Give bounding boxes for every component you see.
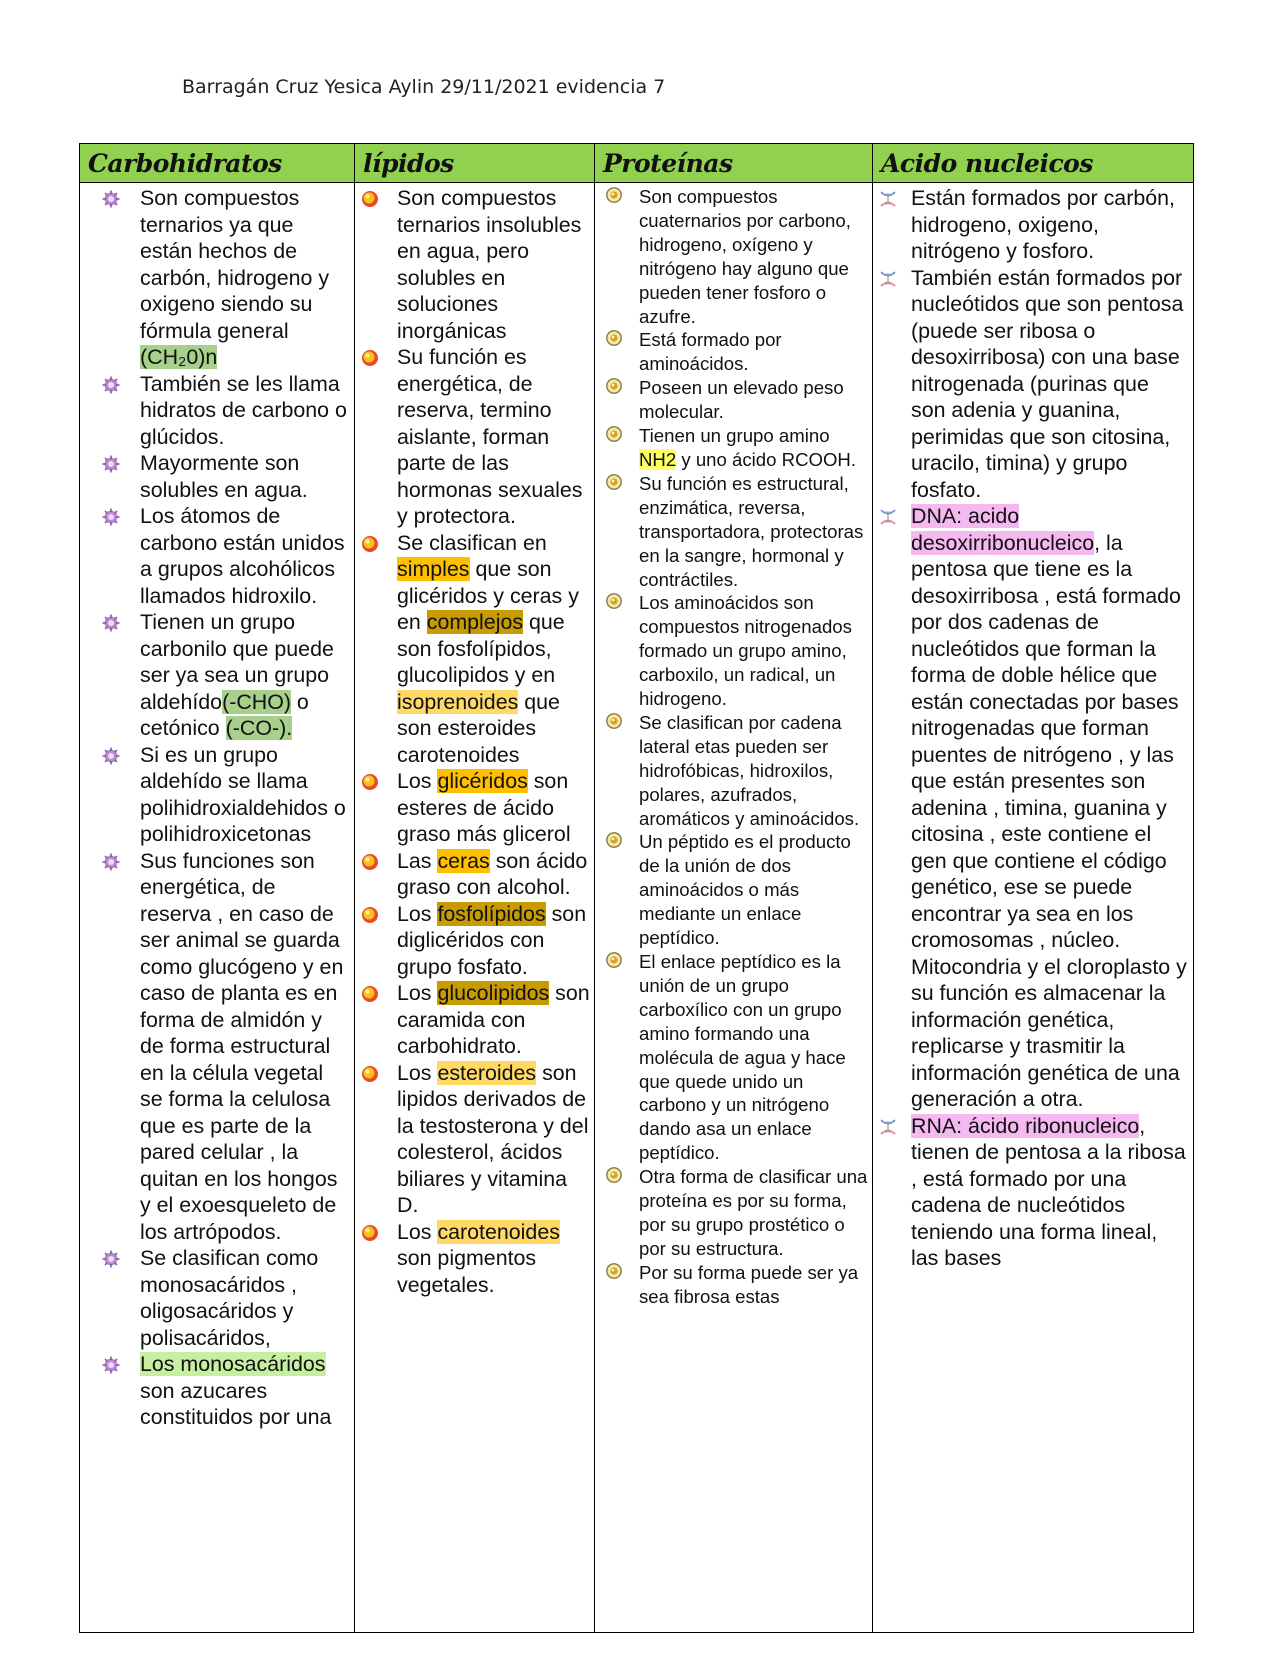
item-text: Se clasifican en: [397, 530, 547, 555]
item-text: Las: [397, 848, 438, 873]
highlighted-term: (-CHO): [222, 689, 291, 714]
list-item: [355, 768, 594, 848]
list-item: [873, 503, 1193, 1113]
item-text: Poseen un elevado peso molecular.: [639, 377, 844, 423]
item-text: Los: [397, 981, 438, 1005]
highlighted-term: glucolipidos: [437, 981, 550, 1005]
gold-ring-icon: [605, 186, 623, 204]
highlighted-term: carotenoides: [437, 1219, 560, 1244]
list-item: [355, 1219, 594, 1299]
item-text: que son esteroides carotenoides: [397, 689, 560, 767]
proteinas-list: [595, 185, 872, 1309]
gold-ring-icon: [605, 1166, 623, 1184]
item-text: Los aminoácidos son compuestos nitrogenados formado un grupo amino, carboxilo, un radical, un hidrogeno.: [639, 592, 852, 710]
item-text: son azucares constituidos por una: [140, 1378, 332, 1429]
lipidos-list: [355, 185, 594, 1298]
gold-ring-icon: [605, 329, 623, 347]
gold-ring-icon: [605, 377, 623, 395]
list-item: [355, 848, 594, 901]
highlighted-term: (-CO-).: [225, 716, 293, 740]
highlighted-term: fosfolípidos: [437, 901, 546, 926]
item-text: Los: [397, 1060, 438, 1085]
dna-helix-icon: [879, 1116, 897, 1134]
item-text: Son compuestos cuaternarios por carbono, hidrogeno, oxígeno y nitrógeno hay alguno que pueden tener fosforo o azufre.: [639, 186, 851, 327]
list-item: [80, 503, 354, 609]
list-item: [595, 950, 872, 1165]
item-text: También están formados por nucleótidos que son pentosa (puede ser ribosa o desoxirribosa) con una base nitrogenada (purinas que son adenia y guanina, perimidas que son citosina, uracilo, timina) y grupo fosfato.: [911, 265, 1184, 502]
acido-nucleicos-list: [873, 185, 1193, 1272]
list-item: [80, 1351, 354, 1431]
list-item: [355, 530, 594, 769]
list-item: [595, 1165, 872, 1261]
column-cell-acido-nucleicos: [873, 183, 1194, 1633]
item-text: Su función es energética, de reserva, termino aislante, forman parte de las hormonas sexuales y protectora.: [397, 345, 583, 528]
list-item: [595, 472, 872, 592]
item-text: Los: [397, 769, 438, 793]
column-cell-lipidos: [355, 183, 595, 1633]
item-text: El enlace peptídico es la unión de un grupo carboxílico con un grupo amino formando una molécula de agua y hace que quede unido un carbono y un nitrógeno dando asa un enlace peptídico.: [639, 951, 846, 1164]
item-text: son esteres de ácido graso más glicerol: [397, 769, 571, 846]
list-item: [595, 1261, 872, 1309]
item-text: Son compuestos ternarios insolubles en agua, pero solubles en soluciones inorgánicas: [397, 186, 582, 343]
highlighted-term: DNA: acido desoxirribonucleico: [911, 504, 1095, 555]
highlighted-term: isoprenoides: [397, 689, 519, 714]
highlighted-term: glicéridos: [437, 769, 528, 793]
item-text: son pigmentos vegetales.: [397, 1246, 537, 1297]
item-text: Un péptido es el producto de la unión de dos aminoácidos o más mediante un enlace peptídico.: [639, 831, 851, 949]
sun-ball-icon: [361, 533, 379, 551]
sun-ball-icon: [361, 1222, 379, 1240]
list-item: [595, 711, 872, 831]
highlighted-term: complejos: [426, 610, 524, 634]
list-item: [80, 185, 354, 371]
list-item: [595, 328, 872, 376]
item-text: Sus funciones son energética, de reserva , en caso de ser animal se guarda como glucógeno y en caso de planta es en forma de almidón y de forma estructural en la célula vegetal se forma la celulosa que es parte de la pared celular , la quitan en los hongos y el exoesqueleto de los artrópodos.: [140, 848, 344, 1244]
list-item: [595, 830, 872, 950]
list-item: [355, 185, 594, 344]
list-item: [595, 424, 872, 472]
carbohidratos-list: [80, 185, 354, 1431]
item-text: Tienen un grupo carbonilo que puede ser ya sea un grupo aldehído: [140, 610, 334, 714]
list-item: [595, 591, 872, 711]
highlighted-term: NH2: [639, 448, 677, 470]
list-item: [595, 376, 872, 424]
document-header: Barragán Cruz Yesica Aylin 29/11/2021 evidencia 7: [182, 76, 666, 98]
item-text: Se clasifican como monosacáridos , oligosacáridos y polisacáridos,: [140, 1246, 319, 1350]
list-item: [873, 185, 1193, 265]
sparkle-ball-icon: [102, 1354, 120, 1372]
item-text: Está formado por aminoácidos.: [639, 329, 782, 375]
item-text: También se les llama hidratos de carbono o glúcidos.: [140, 371, 347, 449]
item-text: son diglicéridos con grupo fosfato.: [397, 901, 587, 979]
sun-ball-icon: [361, 347, 379, 365]
dna-helix-icon: [879, 188, 897, 206]
sun-ball-icon: [361, 188, 379, 206]
list-item: [80, 1245, 354, 1351]
column-cell-proteinas: [595, 183, 873, 1633]
item-text: son caramida con carbohidrato.: [397, 981, 590, 1058]
gold-ring-icon: [605, 712, 623, 730]
gold-ring-icon: [605, 425, 623, 443]
item-text: Los átomos de carbono están unidos a grupos alcohólicos llamados hidroxilo.: [140, 504, 345, 608]
item-text: Son compuestos ternarios ya que están hechos de carbón, hidrogeno y oxigeno siendo su fórmula general: [140, 186, 330, 343]
sparkle-ball-icon: [102, 1248, 120, 1266]
item-text: , tienen de pentosa a la ribosa , está formado por una cadena de nucleótidos teniendo una forma lineal, las bases: [911, 1113, 1186, 1270]
highlighted-term: RNA: ácido ribonucleico: [911, 1113, 1140, 1138]
biomolecules-table: [79, 143, 1194, 1633]
item-text: Su función es estructural, enzimática, reversa, transportadora, protectoras en la sangre, hormonal y contráctiles.: [639, 472, 864, 590]
sparkle-ball-icon: [102, 851, 120, 869]
list-item: [355, 901, 594, 981]
gold-ring-icon: [605, 831, 623, 849]
sun-ball-icon: [361, 851, 379, 869]
column-header-carbohidratos: Carbohidratos: [80, 144, 355, 183]
sparkle-ball-icon: [102, 188, 120, 206]
dna-helix-icon: [879, 268, 897, 286]
list-item: [355, 1060, 594, 1219]
list-item: [595, 185, 872, 328]
item-text: Los: [397, 901, 438, 926]
sparkle-ball-icon: [102, 506, 120, 524]
item-text: son ácido graso con alcohol.: [397, 848, 588, 899]
item-text: Tienen un grupo amino: [639, 425, 830, 447]
list-item: [355, 980, 594, 1060]
item-text: Otra forma de clasificar una proteína es por su forma, por su grupo prostético o por su estructura.: [639, 1166, 868, 1259]
item-text: Están formados por carbón, hidrogeno, oxigeno, nitrógeno y fosforo.: [911, 186, 1175, 263]
sun-ball-icon: [361, 904, 379, 922]
gold-ring-icon: [605, 592, 623, 610]
dna-helix-icon: [879, 506, 897, 524]
sparkle-ball-icon: [102, 374, 120, 392]
sun-ball-icon: [361, 771, 379, 789]
list-item: [355, 344, 594, 530]
item-text: Si es un grupo aldehído se llama polihidroxialdehidos o polihidroxicetonas: [140, 742, 346, 846]
gold-ring-icon: [605, 951, 623, 969]
highlighted-term: ceras: [437, 848, 490, 873]
highlighted-term: esteroides: [437, 1060, 537, 1085]
list-item: [80, 609, 354, 742]
item-text: Mayormente son solubles en agua.: [140, 451, 308, 502]
sparkle-ball-icon: [102, 453, 120, 471]
item-text: y uno ácido RCOOH.: [676, 448, 857, 470]
highlighted-term: (CH₂0)n: [140, 345, 218, 369]
list-item: [80, 848, 354, 1246]
sparkle-ball-icon: [102, 745, 120, 763]
gold-ring-icon: [605, 473, 623, 491]
highlighted-term: Los monosacáridos: [140, 1352, 326, 1376]
item-text: Los: [397, 1219, 438, 1244]
item-text: Por su forma puede ser ya sea fibrosa estas: [639, 1261, 859, 1307]
sparkle-ball-icon: [102, 612, 120, 630]
list-item: [80, 371, 354, 451]
column-header-proteinas: Proteínas: [595, 144, 873, 183]
column-header-acido-nucleicos: Acido nucleicos: [873, 144, 1194, 183]
highlighted-term: simples: [397, 557, 470, 581]
sun-ball-icon: [361, 1063, 379, 1081]
list-item: [80, 450, 354, 503]
item-text: que son fosfolípidos, glucolipidos y en: [397, 610, 565, 687]
item-text: son lipidos derivados de la testosterona y del colesterol, ácidos biliares y vitamina D.: [397, 1060, 589, 1217]
item-text: Se clasifican por cadena lateral etas pueden ser hidrofóbicas, hidroxilos, polares, azufrados, aromáticos y aminoácidos.: [639, 711, 860, 829]
column-cell-carbohidratos: [80, 183, 355, 1633]
gold-ring-icon: [605, 1262, 623, 1280]
list-item: [873, 1113, 1193, 1272]
column-header-lipidos: lípidos: [355, 144, 595, 183]
item-text: , la pentosa que tiene es la desoxirribosa , está formado por dos cadenas de nucleótidos que forman la forma de doble hélice que están conectadas por bases nitrogenadas que forman puentes de nitrógeno , y las que están presentes son adenina , timina, guanina y citosina , este contiene el gen que contiene el código genético, ese se puede encontrar ya sea en los cromosomas , núcleo. Mitocondria y el cloroplasto y su función es almacenar la información genética, replicarse y trasmitir la información genética de una generación a otra.: [911, 530, 1187, 1111]
list-item: [873, 265, 1193, 504]
item-text: o cetónico: [140, 689, 309, 740]
sun-ball-icon: [361, 983, 379, 1001]
list-item: [80, 742, 354, 848]
item-text: que son glicéridos y ceras y en: [397, 557, 579, 634]
